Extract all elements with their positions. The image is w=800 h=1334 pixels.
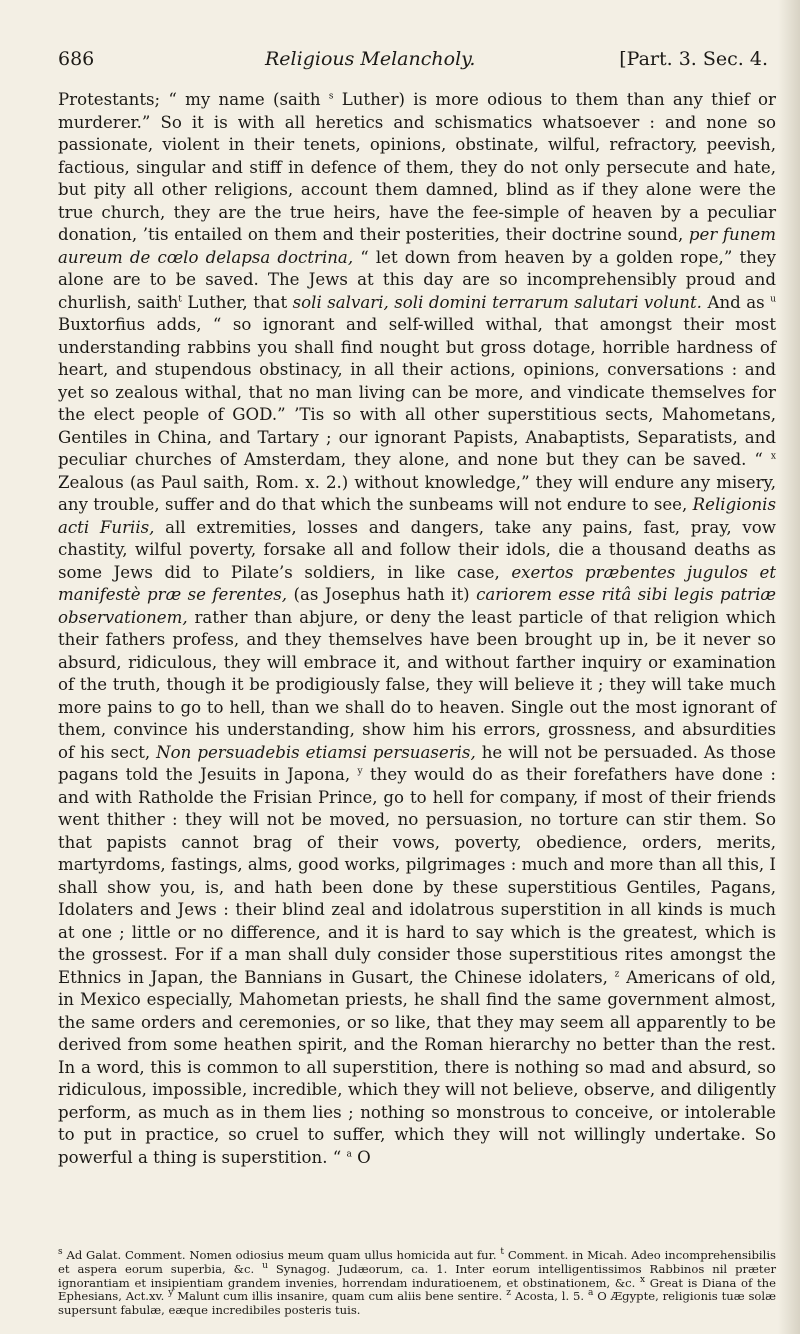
- footnote-label-u: u: [262, 1260, 268, 1271]
- body-text-run: all extremities, losses and dangers, take any pains, fast, pray, vow chastity, wilful poverty, forsake all and follow their idols, die a thousand deaths as some Jews did to Pilate’s soldiers, in like case,: [58, 517, 776, 582]
- footnote-label-a: a: [587, 1288, 594, 1299]
- footnote-label-t: t: [500, 1247, 505, 1258]
- footnote-marker-x: x: [770, 451, 776, 462]
- page-edge-shadow: [778, 0, 800, 1334]
- latin-phrase: cariorem esse ritâ sibi legis patriæ observationem,: [58, 585, 776, 627]
- body-text-run: Zealous (as Paul saith, Rom. x. 2.) without knowledge,” they will endure any misery, any trouble, suffer and do that which the sunbeams will not endure to see,: [58, 472, 776, 514]
- latin-phrase: Religionis acti Furiis,: [58, 495, 776, 537]
- body-text-run: Buxtorfius adds, “ so ignorant and self-willed withal, that amongst their most understanding rabbins you shall find nought but gross dotage, horrible hardness of heart, and stupendous obstinacy, in all their actions, opinions, conversations : and yet so zealous withal, that no man living can be more, and vindicate themselves for the elect people of GOD.” ’Tis so with all other superstitious sects, Mahometans, Gentiles in China, and Tartary ; our ignorant Papists, Anabaptists, Separatists, and peculiar churches of Amsterdam, they alone, and none but they can be saved. “: [58, 315, 776, 469]
- footnote-marker-a: a: [346, 1148, 352, 1159]
- body-text-run: “ let down from heaven by a golden rope,” they alone are to be saved. The Jews at this day are so incomprehensibly proud and churlish, saith: [58, 247, 776, 312]
- body-text-run: (as Josephus hath it): [287, 585, 477, 604]
- latin-phrase: soli salvari, soli domini terrarum salutari volunt.: [292, 292, 702, 312]
- body-text-run: Luther, that: [181, 292, 293, 312]
- footnote-text: Acosta, l. 5.: [510, 1289, 588, 1304]
- body-text-run: O: [351, 1147, 371, 1167]
- footnote-text: Malunt cum illis insanire, quam cum aliis bene sentire.: [173, 1289, 507, 1304]
- body-text-run: he will not be persuaded. As those pagans told the Jesuits in Japona,: [58, 742, 776, 784]
- latin-phrase: Non persuadebis etiamsi persuaseris,: [156, 742, 476, 762]
- footnote-marker-t: t: [178, 293, 182, 304]
- footnote-text: Ad Galat. Comment. Nomen odiosius meum quam ullus homicida aut fur.: [62, 1248, 501, 1262]
- footnote-marker-s: s: [328, 91, 334, 102]
- footnote-label-s: s: [58, 1247, 63, 1258]
- body-text-run: Protestants; “ my name (saith: [58, 90, 329, 109]
- footnotes: [58, 1249, 776, 1318]
- latin-phrase: per funem aureum de cœlo delapsa doctrina,: [58, 225, 776, 267]
- running-title: Religious Melancholy.: [265, 48, 476, 70]
- footnote-label-x: x: [640, 1274, 646, 1285]
- body-paragraph: [58, 89, 776, 1169]
- section-reference: [Part. 3. Sec. 4.: [619, 48, 768, 70]
- body-text-run: Luther) is more odious to them than any thief or murderer.” So it is with all heretics and schismatics whatsoever : and none so passionate, violent in their tenets, opinions, obstinate, wilful, refractory, peevish, factious, singular and stiff in defence of them, they do not only persecute and hate, but pity all other religions, account them damned, blind as if they alone were the true church, they are the true heirs, have the fee-simple of heaven by a peculiar donation, ’tis entailed on them and their posterities, their doctrine sound,: [58, 90, 776, 244]
- footnote-marker-u: u: [770, 293, 776, 304]
- latin-phrase: exertos præbentes jugulos et manifestè præ se ferentes,: [58, 562, 776, 604]
- footnote-label-z: z: [506, 1288, 511, 1299]
- page-header: [58, 48, 778, 76]
- footnote-label-y: y: [168, 1288, 174, 1299]
- footnote-marker-y: y: [357, 766, 363, 777]
- body-text-run: rather than abjure, or deny the least particle of that religion which their fathers profess, and they themselves have been brought up in, be it never so absurd, ridiculous, they will embrace it, and without farther inquiry or examination of the truth, though it be prodigiously false, they will believe it ; they will take much more pains to go to hell, than we shall do to heaven. Single out the most ignorant of them, convince his understanding, show him his errors, grossness, and absurdities of his sect,: [58, 607, 776, 762]
- body-text-run: And as: [701, 292, 771, 312]
- page-number: 686: [58, 48, 95, 70]
- footnote-text: Comment. in Micah. Adeo incomprehensibilis et aspera eorum superbia, &c.: [58, 1248, 776, 1276]
- body-text-run: they would do as their forefathers have done : and with Ratholde the Frisian Prince, go to hell for company, if most of their friends went thither : they will not be moved, no persuasion, no torture can stir them. So that papists cannot brag of their vows, poverty, obedience, orders, merits, martyrdoms, fastings, alms, good works, pilgrimages : much and more than all this, I shall show you, is, and hath been done by these superstitious Gentiles, Pagans, Idolaters and Jews : their blind zeal and idolatrous superstition in all kinds is much at one ; little or no difference, and it is hard to say which is the greatest, which is the grossest. For if a man shall duly consider those superstitious rites amongst the Ethnics in Japan, the Bannians in Gusart, the Chinese idolaters,: [58, 765, 776, 987]
- footnote-text: Synagog. Judæorum, ca. 1. Inter eorum intelligentissimos Rabbinos nil præter ignorantiam et insipientiam grandem invenies, horrendam induratioenem, et obstinationem, &c.: [58, 1261, 776, 1290]
- body-text-run: Americans of old, in Mexico especially, Mahometan priests, he shall find the same government almost, the same orders and ceremonies, or so like, that they may seem all apparently to be derived from some heathen spirit, and the Roman hierarchy no better than the rest. In a word, this is common to all superstition, there is nothing so mad and absurd, so ridiculous, impossible, incredible, which they will not believe, observe, and diligently perform, as much as in them lies ; nothing so monstrous to conceive, or intolerable to put in practice, so cruel to suffer, which they will not willingly undertake. So powerful a thing is superstition. “: [58, 967, 776, 1167]
- footnote-text: Great is Diana of the Ephesians, Act.xv.: [58, 1275, 776, 1304]
- footnote-marker-z: z: [614, 968, 620, 979]
- footnote-text: O Ægypte, religionis tuæ solæ supersunt fabulæ, eæque incredibiles posteris tuis.: [58, 1289, 776, 1318]
